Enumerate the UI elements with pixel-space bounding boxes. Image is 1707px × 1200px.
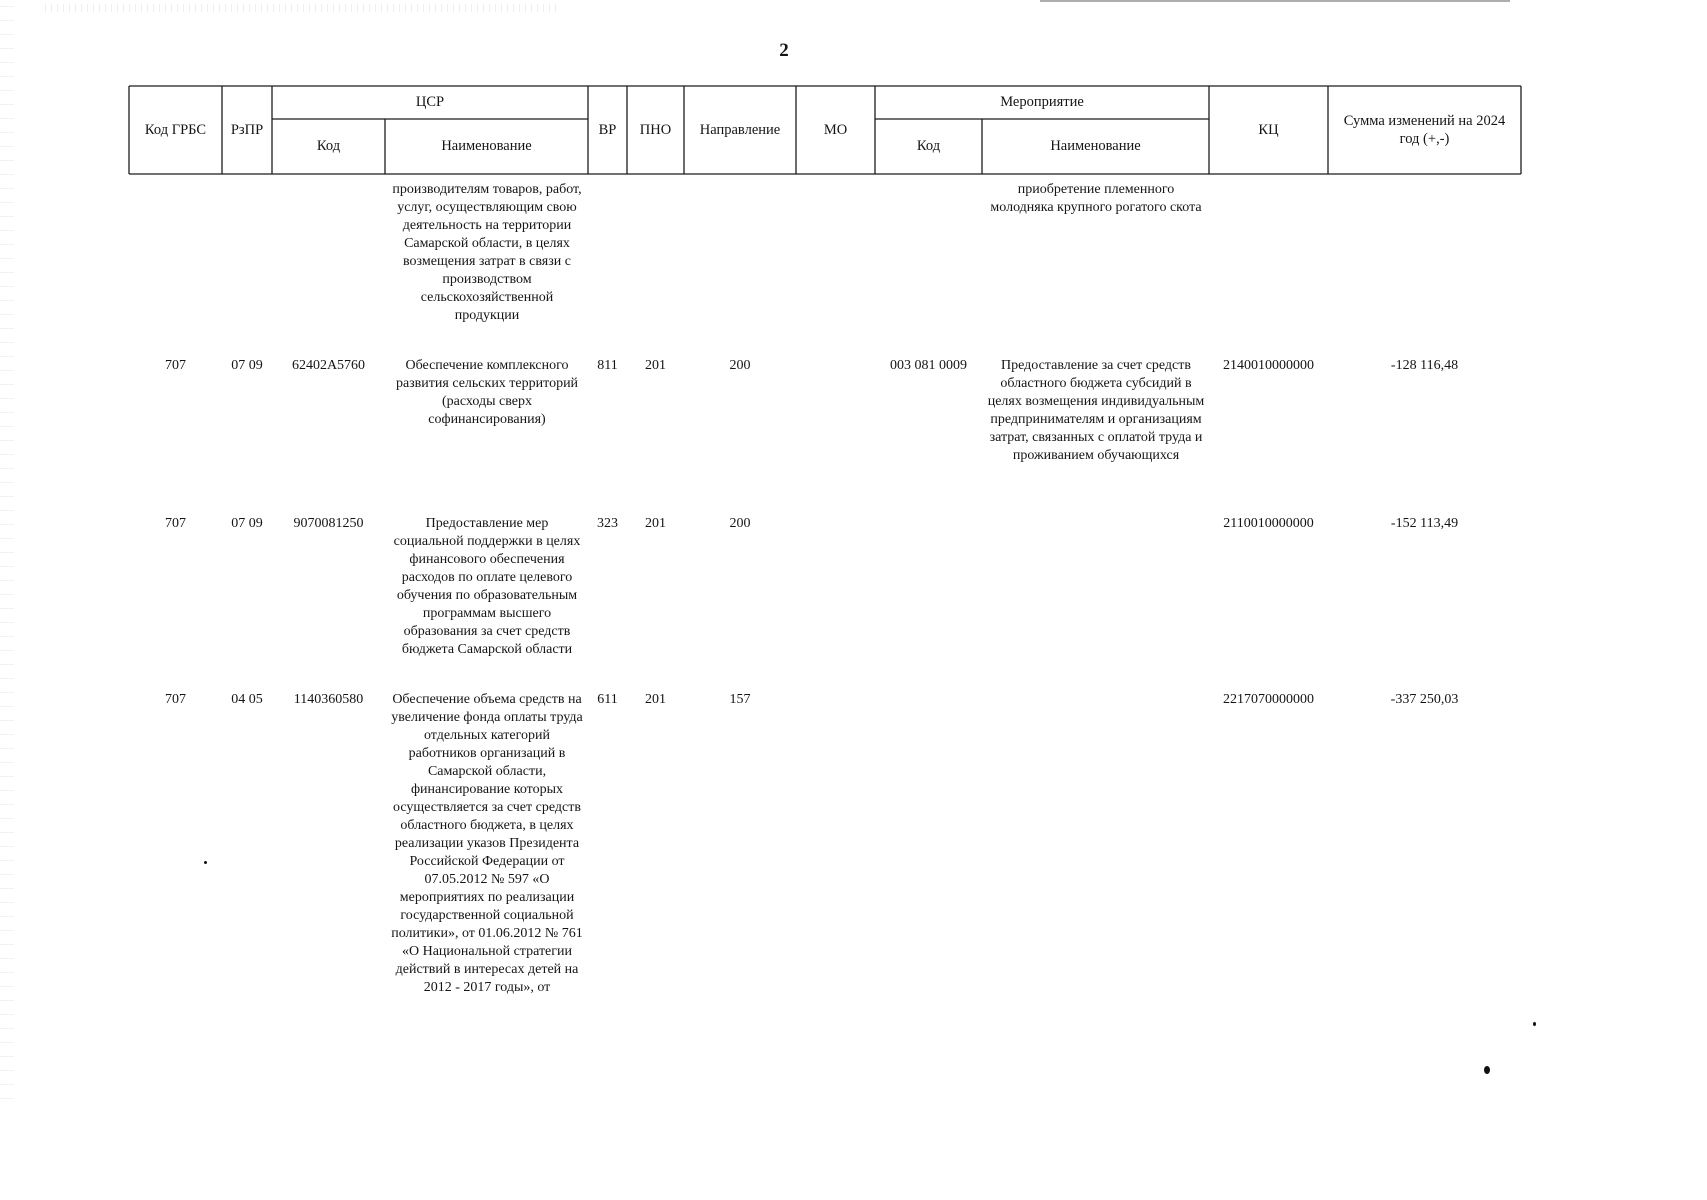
- header-napravlenie: Направление: [699, 122, 781, 138]
- cell-mer-naim: Предоставление за счет средств областного бюджета субсидий в целях возмещения индивидуальным предпринимателям и организациям затрат, связанных с оплатой труда и проживанием обучающихся: [987, 358, 1205, 463]
- cell-summa: -128 116,48: [1390, 358, 1459, 373]
- cell-napravlenie: 200: [729, 358, 751, 373]
- cell-csr-kod: 62402А5760: [291, 358, 366, 373]
- header-csr-kod: Код: [316, 138, 341, 154]
- cell-vr: 323: [597, 516, 618, 531]
- cell-csr-kod: 9070081250: [293, 516, 364, 531]
- cell-csr-naim: Обеспечение объема средств на увеличение фонда оплаты труда отдельных категорий работников организаций в Самарской области, финансирование которых осуществляется за счет средств областного бюджета, в целях реализации указов Президента Российской Федерации от 07.05.2012 № 597 «О мероприятиях по реализации государственной социальной политики», от 01.06.2012 № 761 «О Национальной стратегии действий в интересах детей на 2012 - 2017 годы», от: [391, 692, 583, 995]
- header-csr-naim: Наименование: [441, 138, 532, 154]
- cell-kc: 2110010000000: [1223, 516, 1314, 531]
- header-kc: КЦ: [1258, 122, 1279, 138]
- header-mer-naim: Наименование: [1050, 138, 1141, 154]
- header-kod-grbs: Код ГРБС: [144, 122, 207, 138]
- header-pno: ПНО: [639, 122, 672, 138]
- continuation-csr-naim: производителям товаров, работ, услуг, осуществляющим свою деятельность на территории Самарской области, в целях возмещения затрат в связи с производством сельскохозяйственной продукции: [392, 182, 582, 323]
- cell-vr: 611: [597, 692, 618, 707]
- cell-pno: 201: [645, 358, 666, 373]
- header-csr: ЦСР: [415, 94, 445, 110]
- cell-kod-grbs: 707: [165, 358, 186, 373]
- header-summa: Сумма изменений на 2024 год (+,-): [1343, 113, 1506, 147]
- cell-rzpr: 07 09: [231, 516, 263, 531]
- cell-kc: 2140010000000: [1223, 358, 1314, 373]
- cell-rzpr: 07 09: [231, 358, 263, 373]
- cell-mer-kod: 003 081 0009: [890, 358, 967, 373]
- header-vr: ВР: [598, 122, 617, 138]
- cell-summa: -152 113,49: [1390, 516, 1459, 531]
- cell-pno: 201: [645, 516, 666, 531]
- cell-csr-naim: Предоставление мер социальной поддержки в целях финансового обеспечения расходов по оплате целевого обучения по образовательным программам высшего образования за счет средств бюджета Самарской области: [393, 516, 581, 657]
- page-number: 2: [779, 40, 789, 61]
- cell-rzpr: 04 05: [231, 692, 263, 707]
- cell-vr: 811: [597, 358, 618, 373]
- cell-napravlenie: 200: [729, 516, 751, 531]
- continuation-mer-naim: приобретение племенного молодняка крупного рогатого скота: [990, 182, 1202, 215]
- header-meropriyatie: Мероприятие: [1000, 94, 1084, 110]
- cell-csr-kod: 1140360580: [293, 692, 364, 707]
- header-rzpr: РзПР: [230, 122, 264, 138]
- cell-napravlenie: 157: [729, 692, 751, 707]
- cell-pno: 201: [645, 692, 666, 707]
- cell-kod-grbs: 707: [165, 516, 186, 531]
- cell-kc: 2217070000000: [1223, 692, 1314, 707]
- header-mo: МО: [823, 122, 848, 138]
- header-mer-kod: Код: [916, 138, 941, 154]
- cell-summa: -337 250,03: [1390, 692, 1459, 707]
- cell-kod-grbs: 707: [165, 692, 186, 707]
- cell-csr-naim: Обеспечение комплексного развития сельских территорий (расходы сверх софинансирования): [395, 358, 579, 427]
